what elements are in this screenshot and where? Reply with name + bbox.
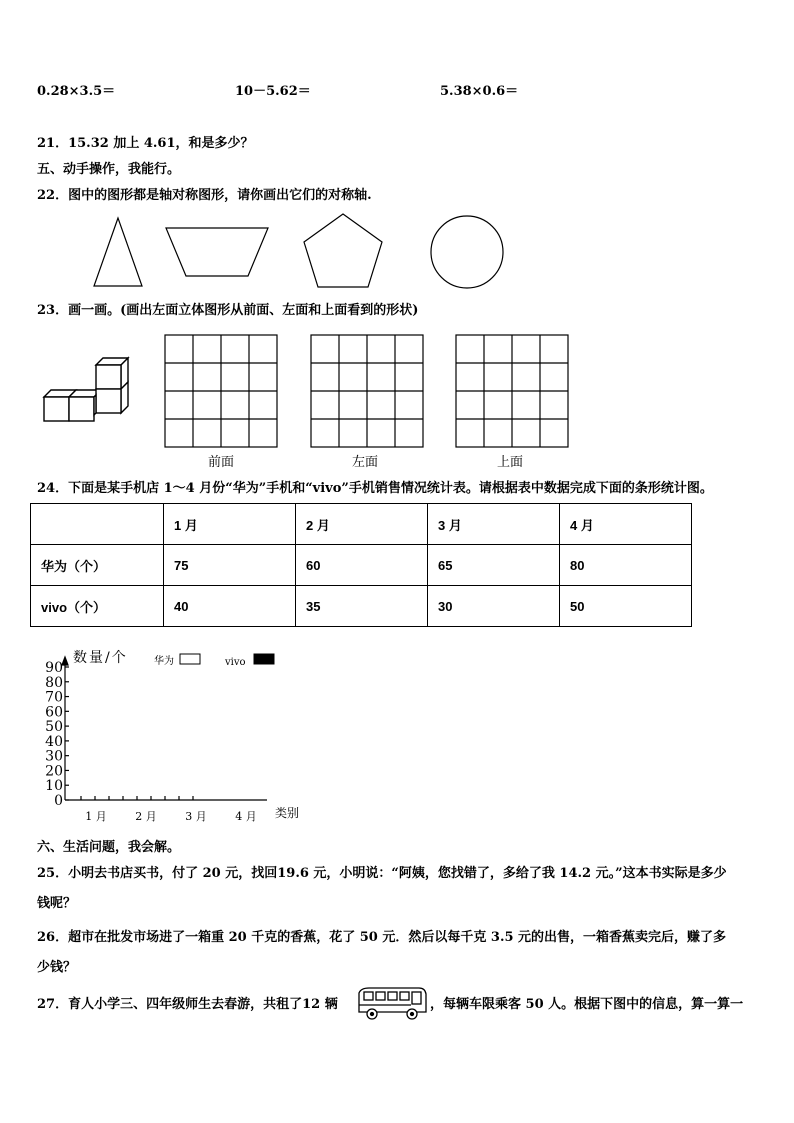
question-25-line2: 钱呢？ [37,896,77,911]
legend-label-vivo: vivo [225,657,246,668]
question-number: 21． [37,136,69,151]
legend-swatch-vivo [254,654,274,664]
y-tick-label: 10 [45,778,63,795]
y-tick-label: 60 [45,704,63,721]
table-cell [31,504,164,545]
question-text: 下面是某手机店 1～4 月份“华为”手机和“vivo”手机销售情况统计表。请根据表中数据完成下面的条形统计图。 [68,481,713,496]
table-cell: 65 [428,545,560,586]
sales-table [30,503,692,627]
grid-top[interactable] [456,335,568,447]
legend-swatch-huawei [180,654,200,664]
question-number: 26． [37,930,69,945]
question-24 [37,480,713,498]
table-header-cell: 1 月 [164,504,296,545]
drawing-grids [163,333,583,451]
table-header-cell: 2 月 [296,504,428,545]
question-26-line2: 少钱？ [37,960,77,975]
question-21 [37,135,254,153]
question-text-line1: 小明去书店买书，付了 20 元，找回19.6 元，小明说：“阿姨，您找错了，多给了我 14.2 元。”这本书实际是多少 [68,866,727,881]
grid-front[interactable] [165,335,277,447]
calc-item-2: 10－5.62＝ [235,84,311,99]
x-tick-label: 4 月 [235,810,257,823]
chart-ylabel: 数量/个 [73,650,128,666]
table-cell: 30 [428,586,560,627]
calc-item-3: 5.38×0.6＝ [440,84,519,99]
legend-label-huawei: 华为 [154,656,174,667]
question-25 [37,865,727,883]
triangle-shape [94,218,142,286]
question-23 [37,302,418,320]
x-tick-label: 1 月 [85,810,107,823]
grid-left[interactable] [311,335,423,447]
table-cell: 60 [296,545,428,586]
question-number: 27． [37,997,69,1012]
question-number: 24． [37,481,69,496]
pentagon-shape [304,214,382,287]
row-label: vivo（个） [31,586,164,627]
bar-chart[interactable] [35,645,315,830]
y-tick-label: 80 [45,674,63,691]
x-tick-label: 3 月 [185,810,207,823]
x-tick-label: 2 月 [135,810,157,823]
y-tick-label: 90 [45,660,63,676]
y-tick-label: 30 [45,748,63,765]
question-27-part1 [37,996,338,1014]
question-number: 22． [37,188,69,203]
table-cell: 75 [164,545,296,586]
question-text-line1: 超市在批发市场进了一箱重 20 千克的香蕉，花了 50 元．然后以每千克 3.5 元的出售，一箱香蕉卖完后，赚了多 [68,930,727,945]
question-number: 23． [37,303,69,318]
grid-label-front: 前面 [208,454,235,469]
table-cell: 80 [560,545,692,586]
section-5-title: 五、动手操作，我能行。 [37,162,181,177]
calc-item-1: 0.28×3.5＝ [37,84,116,99]
table-header-row [31,504,692,545]
y-tick-label: 0 [54,793,63,809]
cube-stack-figure [40,355,135,427]
row-label: 华为（个） [31,545,164,586]
y-tick-label: 40 [45,733,63,750]
question-text: 画一画。(画出左面立体图形从前面、左面和上面看到的形状) [68,303,419,318]
table-row [31,586,692,627]
question-number: 25． [37,866,69,881]
table-row [31,545,692,586]
table-header-cell: 4 月 [560,504,692,545]
question-22 [37,187,372,205]
question-26 [37,929,726,947]
bus-icon [355,985,430,1023]
chart-xlabel: 类别 [275,806,300,820]
table-cell: 40 [164,586,296,627]
y-tick-label: 20 [45,763,63,780]
question-text: 15.32 加上 4.61，和是多少？ [68,136,254,151]
question-text: 育人小学三、四年级师生去春游，共租了12 辆 [68,997,338,1012]
grid-label-top: 上面 [497,454,524,469]
circle-shape [431,216,503,288]
symmetric-shapes [80,210,530,292]
section-6-title: 六、生活问题，我会解。 [37,840,181,855]
question-text: 图中的图形都是轴对称图形，请你画出它们的对称轴. [68,188,372,203]
table-cell: 50 [560,586,692,627]
table-cell: 35 [296,586,428,627]
grid-label-left: 左面 [352,454,379,469]
question-27-part2: ，每辆车限乘客 50 人。根据下图中的信息，算一算一 [430,997,744,1012]
table-header-cell: 3 月 [428,504,560,545]
y-tick-label: 70 [45,689,63,706]
trapezoid-shape [166,228,268,276]
y-tick-label: 50 [45,719,63,736]
